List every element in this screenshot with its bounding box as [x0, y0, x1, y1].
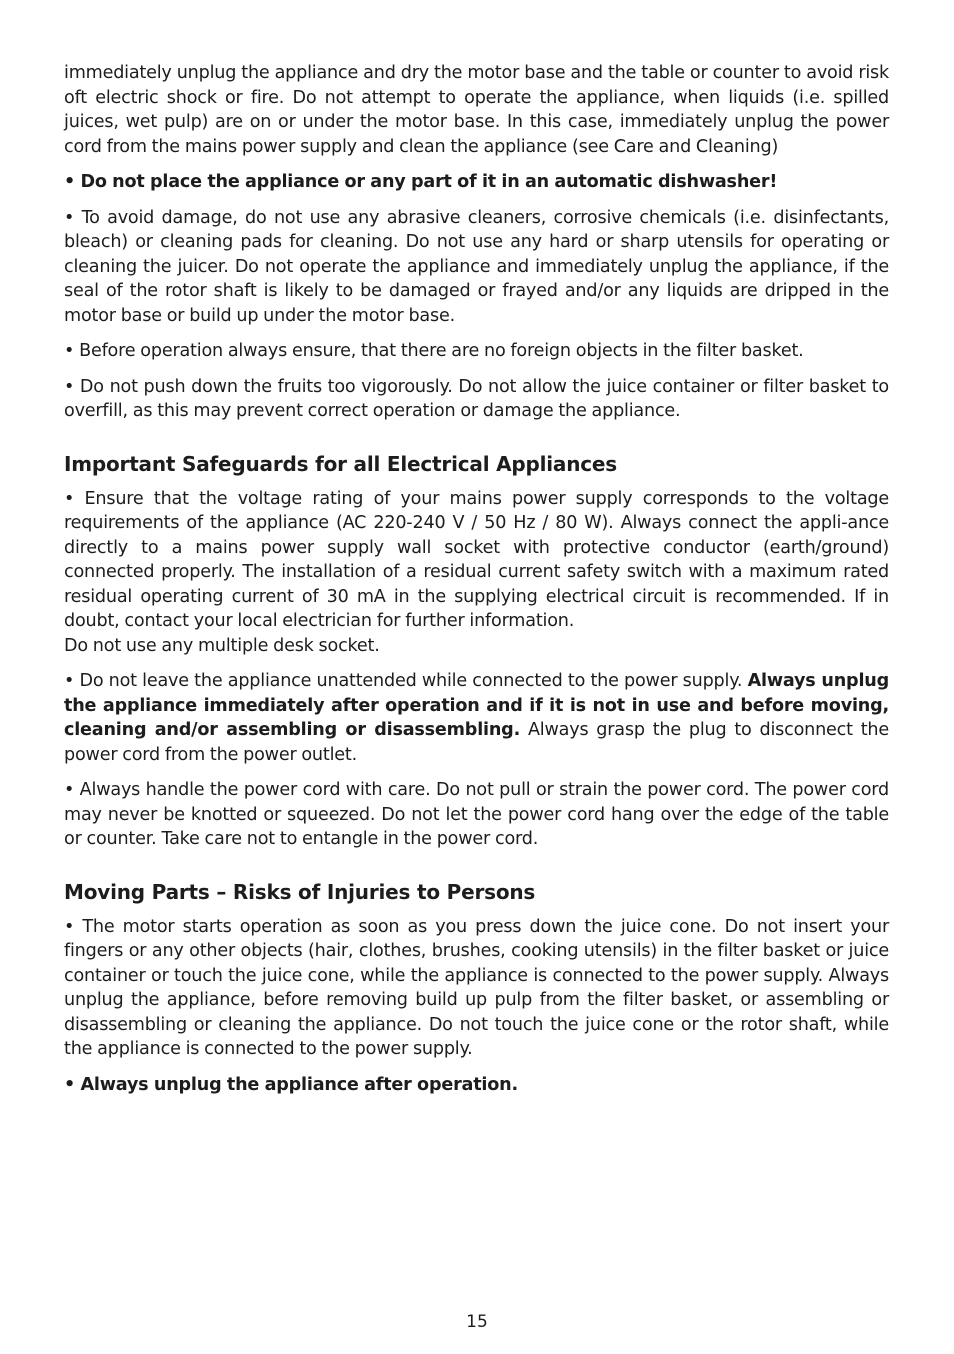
paragraph-push-fruits: • Do not push down the fruits too vigorously. Do not allow the juice container or filter basket to overfill, as this may prevent correct operation or damage the appliance.	[64, 376, 889, 421]
warning-dishwasher: • Do not place the appliance or any part of it in an automatic dishwasher!	[64, 172, 778, 192]
paragraph-motor-operation: • The motor starts operation as soon as you press down the juice cone. Do not insert your fingers or any other objects (hair, clothes, brushes, cooking utensils) in the filter basket or juice container or touch the juice cone, while the appliance is connected to the power supply. Always unplug the appliance, before removing build up pulp from the filter basket, or assembling or disassembling or cleaning the appliance. Do not touch the juice cone or the rotor shaft, while the appliance is connected to the power supply.	[64, 916, 889, 1059]
paragraph-voltage-rating: • Ensure that the voltage rating of your mains power supply corresponds to the voltage requirements of the appliance (AC 220-240 V / 50 Hz / 80 W). Always connect the appli-ance directly to a mains power supply wall socket with protective conductor (earth/ground) connected properly. The installation of a residual current safety switch with a maximum rated residual operating current of 30 mA in the supplying electrical circuit is recommended. If in doubt, contact your local electrician for further information.	[64, 488, 889, 631]
warning-unplug-after-operation: • Always unplug the appliance after operation.	[64, 1074, 518, 1095]
paragraph-unattended	[64, 669, 889, 767]
paragraph-foreign-objects: • Before operation always ensure, that there are no foreign objects in the filter basket.	[64, 341, 804, 361]
unattended-text-end: Always grasp the plug to disconnect the power cord from the power outlet.	[64, 720, 890, 765]
unattended-text-bold: Always unplug the appliance immediately after operation and if it is not in use and before moving, cleaning and/or assembling or disassembling.	[64, 671, 889, 740]
paragraph-power-cord: • Always handle the power cord with care. Do not pull or strain the power cord. The power cord may never be knotted or squeezed. Do not let the power cord hang over the edge of the table or counter. Take care not to entangle in the power cord.	[64, 780, 889, 849]
heading-moving-parts: Moving Parts – Risks of Injuries to Persons	[64, 879, 536, 904]
page-content	[64, 61, 889, 1108]
heading-electrical-safeguards: Important Safeguards for all Electrical Appliances	[64, 451, 617, 476]
paragraph-unplug-dry: immediately unplug the appliance and dry the motor base and the table or counter to avoid risk oft electric shock or fire. Do not attempt to operate the appliance, when liquids (i.e. spilled juices, wet pulp) are on or under the motor base. In this case, immediately unplug the power cord from the mains power supply and clean the appliance (see Care and Cleaning)	[64, 63, 889, 157]
page-number: 15	[466, 1312, 488, 1332]
unattended-text-start: • Do not leave the appliance unattended while connected to the power supply.	[64, 671, 748, 691]
paragraph-cleaning-damage: • To avoid damage, do not use any abrasive cleaners, corrosive chemicals (i.e. disinfectants, bleach) or cleaning pads for cleaning. Do not use any hard or sharp utensils for operating or cleaning the juicer. Do not operate the appliance and immediately unplug the appliance, if the seal of the rotor shaft is likely to be damaged or frayed and/or any liquids are dripped in the motor base or build up under the motor base.	[64, 207, 889, 326]
paragraph-multiple-socket: Do not use any multiple desk socket.	[64, 635, 380, 656]
